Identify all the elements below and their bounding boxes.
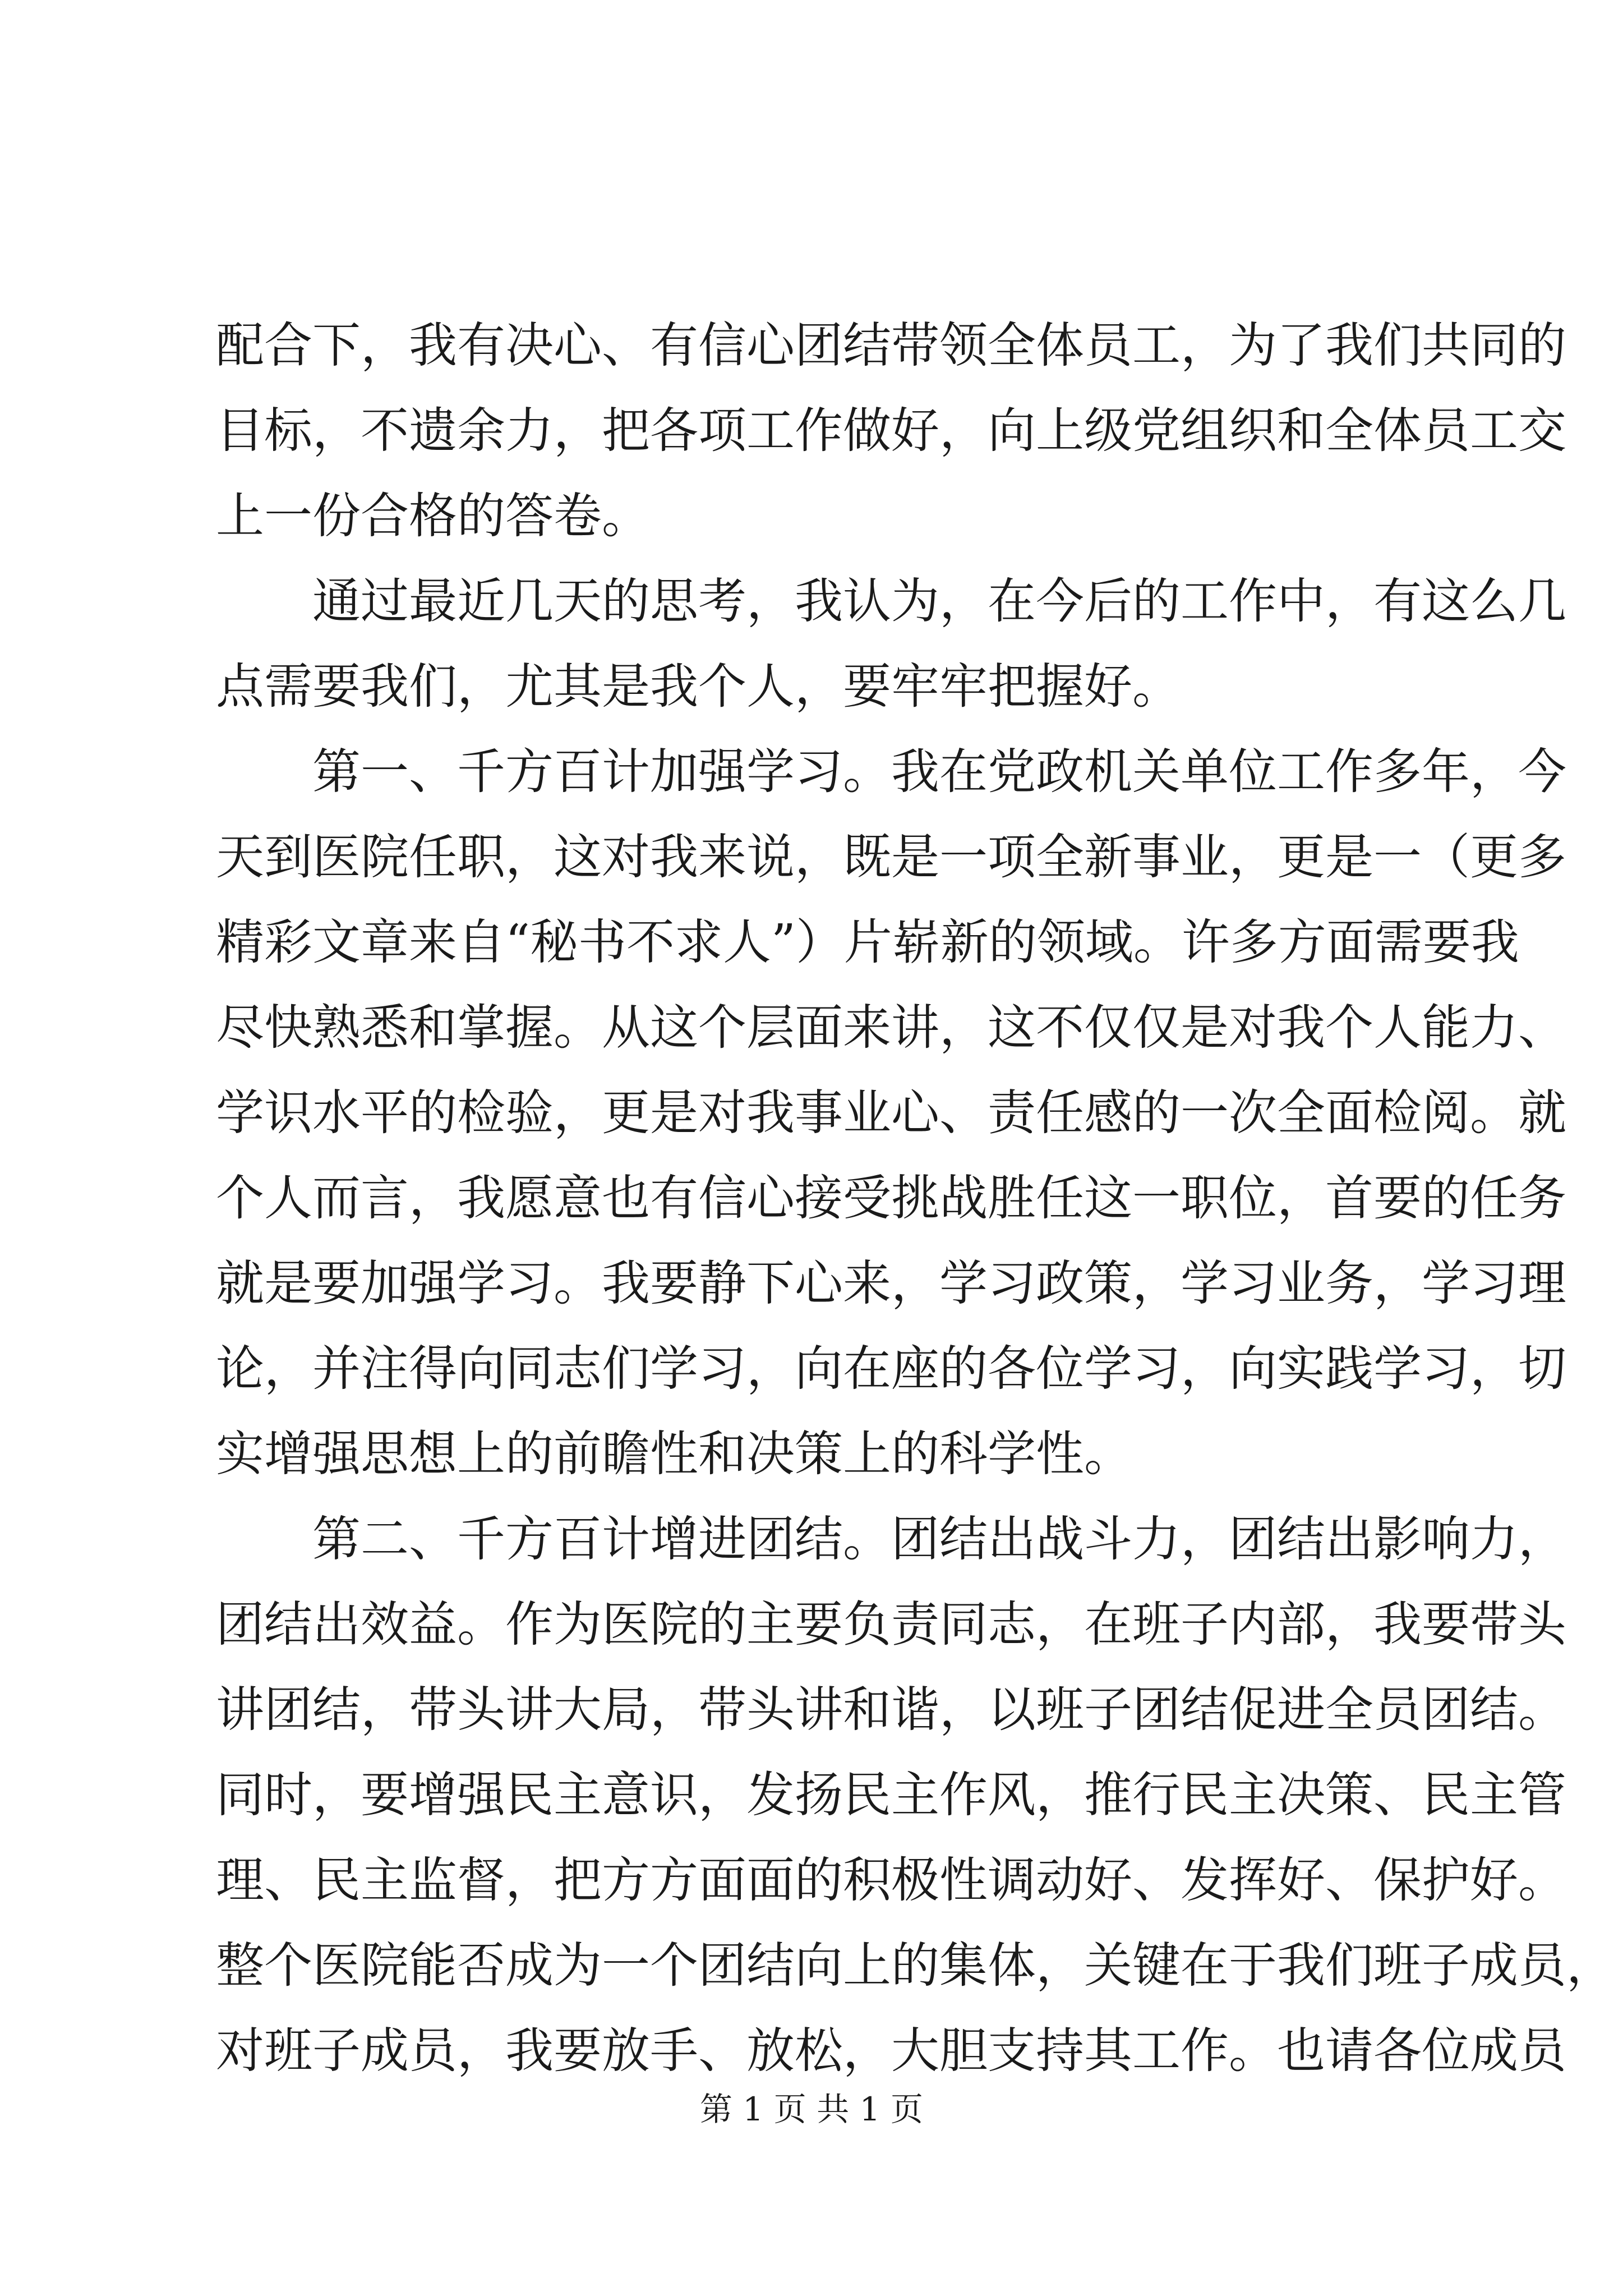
text-line: 对班子成员，我要放手、放松，大胆支持其工作。也请各位成员 bbox=[216, 2023, 1566, 2079]
text-line: 个人而言，我愿意也有信心接受挑战胜任这一职位，首要的任务 bbox=[216, 1170, 1566, 1226]
text-line: 第一、千方百计加强学习。我在党政机关单位工作多年，今 bbox=[216, 744, 1566, 800]
text-line: 实增强思想上的前瞻性和决策上的科学性。 bbox=[216, 1426, 1132, 1482]
text-line: 尽快熟悉和掌握。从这个层面来讲，这不仅仅是对我个人能力、 bbox=[216, 1000, 1566, 1056]
text-line: 目标，不遗余力，把各项工作做好，向上级党组织和全体员工交 bbox=[216, 403, 1566, 459]
text-line: 点需要我们，尤其是我个人，要牢牢把握好。 bbox=[216, 659, 1181, 715]
text-line: 天到医院任职，这对我来说，既是一项全新事业，更是一（更多 bbox=[216, 829, 1566, 885]
document-body bbox=[216, 303, 1615, 2093]
text-line: 第二、千方百计增进团结。团结出战斗力，团结出影响力， bbox=[216, 1511, 1566, 1567]
text-line: 精彩文章来自“秘书不求人”）片崭新的领域。许多方面需要我 bbox=[216, 914, 1519, 970]
text-line: 就是要加强学习。我要静下心来，学习政策，学习业务，学习理 bbox=[216, 1255, 1566, 1312]
text-line: 上一份合格的答卷。 bbox=[216, 488, 650, 544]
page-number-footer: 第 1 页 共 1 页 bbox=[700, 2090, 923, 2128]
text-line: 团结出效益。作为医院的主要负责同志，在班子内部，我要带头 bbox=[216, 1596, 1566, 1653]
text-line: 通过最近几天的思考，我认为，在今后的工作中，有这么几 bbox=[216, 573, 1566, 629]
text-line: 整个医院能否成为一个团结向上的集体，关键在于我们班子成员， bbox=[216, 1938, 1615, 1994]
text-line: 讲团结，带头讲大局，带头讲和谐，以班子团结促进全员团结。 bbox=[216, 1682, 1566, 1738]
text-line: 同时，要增强民主意识，发扬民主作风，推行民主决策、民主管 bbox=[216, 1767, 1566, 1823]
text-line: 学识水平的检验，更是对我事业心、责任感的一次全面检阅。就 bbox=[216, 1085, 1566, 1141]
text-line: 论，并注得向同志们学习，向在座的各位学习，向实践学习，切 bbox=[216, 1341, 1566, 1397]
text-line: 配合下，我有决心、有信心团结带领全体员工，为了我们共同的 bbox=[216, 318, 1566, 374]
text-line: 理、民主监督，把方方面面的积极性调动好、发挥好、保护好。 bbox=[216, 1852, 1566, 1908]
